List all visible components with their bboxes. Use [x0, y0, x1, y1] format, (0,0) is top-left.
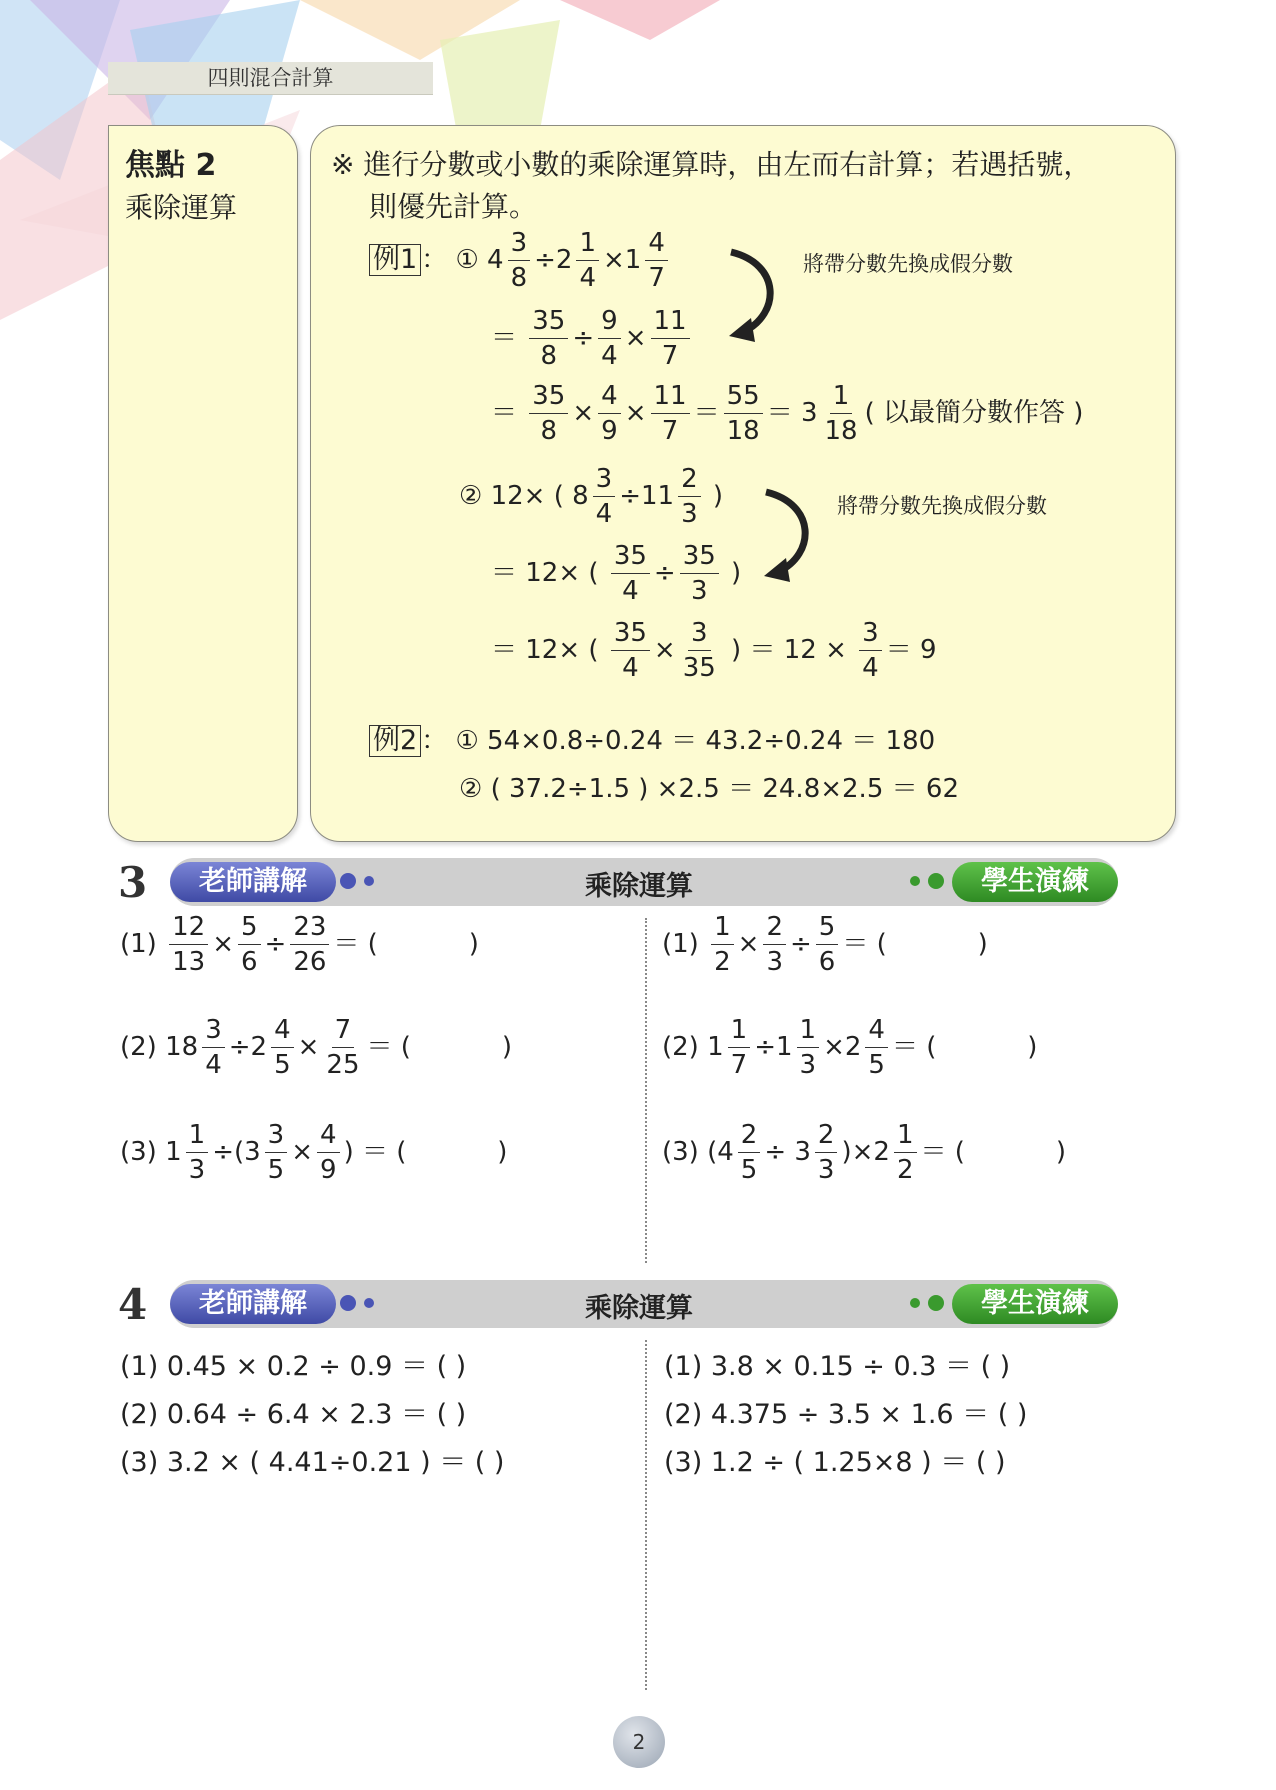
s3-left-problem-1: (1) $\frac{12}{13}$ × $\frac{5}{6}$ ÷ $\frac{23}{26}$ ＝ ( ) [120, 912, 479, 977]
section4-title: 乘除運算 [585, 1293, 693, 1324]
rule-note-line2: 則優先計算。 [369, 190, 538, 223]
example2-line2: ② ( 37.2÷1.5 ) ×2.5 ＝ 24.8×2.5 ＝ 62 [459, 774, 959, 804]
s3-right-problem-3: (3) (4 $\frac{2}{5}$ ÷ 3 $\frac{2}{3}$ )×2 $\frac{1}{2}$ ＝ ( ) [662, 1120, 1066, 1185]
s4-right-problem-3: (3) 1.2 ÷ ( 1.25×8 ) ＝ ( ) [664, 1447, 1006, 1478]
example2-expression-1: ① 54×0.8÷0.24 ＝ 43.2÷0.24 ＝ 180 [455, 726, 936, 756]
s4-right-problem-1: (1) 3.8 × 0.15 ÷ 0.3 ＝ ( ) [664, 1351, 1011, 1382]
decor-dot [910, 876, 920, 886]
s4-left-problem-2: (2) 0.64 ÷ 6.4 × 2.3 ＝ ( ) [120, 1399, 467, 1430]
section3-title: 乘除運算 [585, 871, 693, 902]
explanation-panel [310, 125, 1176, 842]
focus-panel [108, 125, 298, 842]
example1-part2-line3: ＝ 12× ( $\frac{35}{4}$ × $\frac{3}{35}$ ) ＝ 12 × $\frac{3}{4}$ ＝ 9 [491, 618, 937, 683]
section4-student-pill: 學生演練 [952, 1284, 1118, 1324]
s3-right-problem-2: (2) 1 $\frac{1}{7}$ ÷1 $\frac{1}{3}$ ×2 $\frac{4}{5}$ ＝ ( ) [662, 1015, 1038, 1080]
example1-part2-line1: ② 12× ( 8 $\frac{3}{4}$ ÷11 $\frac{2}{3}$ ) [459, 464, 724, 529]
section4-number: 4 [118, 1280, 148, 1329]
s3-right-problem-1: (1) $\frac{1}{2}$ × $\frac{2}{3}$ ÷ $\frac{5}{6}$ ＝ ( ) [662, 912, 988, 977]
section3-student-pill: 學生演練 [952, 862, 1118, 902]
decor-dot [340, 873, 356, 889]
s3-left-problem-3: (3) 1 $\frac{1}{3}$ ÷(3 $\frac{3}{5}$ × $\frac{4}{9}$ ) ＝ ( ) [120, 1120, 508, 1185]
page-number: 2 [613, 1716, 665, 1768]
column-divider [645, 1340, 647, 1690]
s4-left-problem-3: (3) 3.2 × ( 4.41÷0.21 ) ＝ ( ) [120, 1447, 505, 1478]
focus-title: 焦點 2 [125, 148, 217, 183]
answer-note: ( 以最簡分數作答 ) [864, 398, 1084, 428]
curved-arrow-icon [721, 244, 781, 344]
decor-dot [364, 876, 374, 886]
decor-dot [928, 873, 944, 889]
curved-arrow-icon [756, 484, 816, 584]
decor-dot [928, 1295, 944, 1311]
s4-right-problem-2: (2) 4.375 ÷ 3.5 × 1.6 ＝ ( ) [664, 1399, 1028, 1430]
example1-line3: ＝ $\frac{35}{8}$ × $\frac{4}{9}$ × $\frac{11}{7}$ ＝ $\frac{55}{18}$ ＝ 3 $\frac{1}{18}$ ( 以最簡分數作答 ) [491, 381, 1084, 446]
decor-dot [364, 1298, 374, 1308]
rule-note-line1: ※ 進行分數或小數的乘除運算時，由左而右計算；若遇括號， [331, 148, 1092, 181]
example1-label: 例1 [369, 244, 421, 276]
hint-text-1: 將帶分數先換成假分數 [803, 252, 1013, 276]
section3-number: 3 [118, 858, 148, 907]
example2-line1: 例2 ： ① 54×0.8÷0.24 ＝ 43.2÷0.24 ＝ 180 [369, 720, 935, 757]
example1-part2-line2: ＝ 12× ( $\frac{35}{4}$ ÷ $\frac{35}{3}$ ) [491, 541, 742, 606]
rule-note [331, 144, 1161, 228]
example1-line1: 例1 ： ① 4 $\frac{3}{8}$ ÷2 $\frac{1}{4}$ ×1 $\frac{4}{7}$ [369, 226, 672, 295]
decor-dot [340, 1295, 356, 1311]
focus-subtitle: 乘除運算 [125, 191, 238, 224]
hint-text-2: 將帶分數先換成假分數 [837, 494, 1047, 518]
section3-teacher-pill: 老師講解 [170, 862, 336, 902]
s4-left-problem-1: (1) 0.45 × 0.2 ÷ 0.9 ＝ ( ) [120, 1351, 467, 1382]
section4-teacher-pill: 老師講解 [170, 1284, 336, 1324]
column-divider [645, 918, 647, 1263]
example1-line2: ＝ $\frac{35}{8}$ ÷ $\frac{9}{4}$ × $\frac{11}{7}$ [491, 304, 694, 373]
decor-dot [910, 1298, 920, 1308]
chapter-header: 四則混合計算 [108, 62, 433, 95]
example2-label: 例2 [369, 725, 421, 757]
s3-left-problem-2: (2) 18 $\frac{3}{4}$ ÷2 $\frac{4}{5}$ × $\frac{7}{25}$ ＝ ( ) [120, 1015, 512, 1080]
